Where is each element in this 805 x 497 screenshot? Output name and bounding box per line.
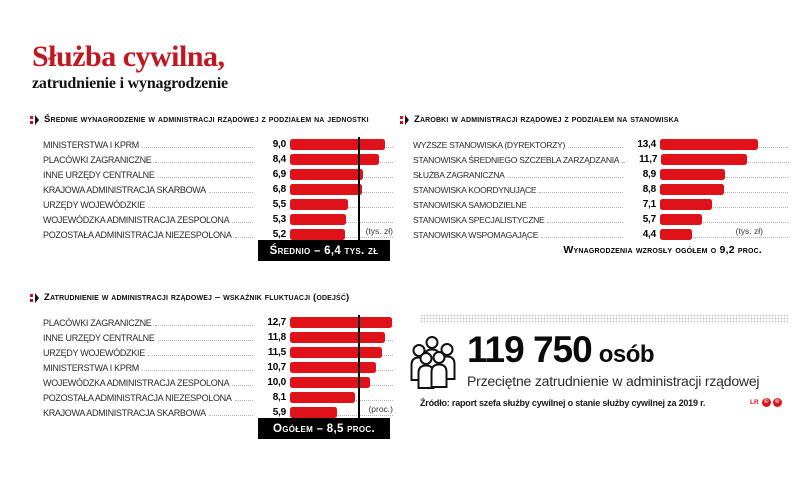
employment-number-block: [467, 331, 759, 389]
bar-row: [413, 182, 788, 197]
bar: [290, 229, 345, 240]
bar-zone: [290, 315, 393, 330]
section-bullet-icon: [400, 115, 409, 125]
bar-zone: [290, 197, 393, 212]
row-label: WYŻSZE STANOWISKA (DYREKTORZY): [413, 139, 566, 150]
row-value: 11,8: [267, 332, 286, 343]
bar-zone: [290, 390, 393, 405]
chart-salary-by-position: [400, 114, 788, 264]
dotted-leader: [235, 237, 253, 238]
dotted-leader: [568, 147, 623, 148]
bar: [660, 229, 692, 240]
bar-row: [43, 375, 393, 390]
row-value: 10,0: [267, 377, 286, 388]
dotted-leader: [235, 400, 253, 401]
row-label: INNE URZĘDY CENTRALNE: [43, 169, 155, 180]
dotted-leader: [148, 207, 253, 208]
dotted-leader: [209, 415, 253, 416]
copyright-icon: ©: [762, 398, 771, 407]
bar-zone: [660, 182, 788, 197]
bar-row: [43, 390, 393, 405]
bar: [660, 199, 712, 210]
bar-zone: [660, 227, 788, 242]
bar-row: [43, 212, 393, 227]
dotted-leader: [209, 192, 253, 193]
dotted-leader: [232, 222, 253, 223]
row-label: STANOWISKA ŚREDNIEGO SZCZEBLA ZARZĄDZANIA: [413, 154, 620, 165]
page-subtitle: zatrudnienie i wynagrodzenie: [32, 75, 228, 92]
row-value: 5,7: [642, 214, 656, 225]
halftone-divider: [420, 314, 788, 324]
row-value: 11,7: [639, 154, 658, 165]
bar: [660, 169, 725, 180]
row-label: PLACÓWKI ZAGRANICZNE: [43, 317, 152, 328]
row-value: 4,4: [642, 229, 656, 240]
chart-avg-salary-by-unit: [30, 114, 393, 264]
bar-row: [43, 345, 393, 360]
row-value: 8,8: [642, 184, 656, 195]
axis-unit-note: (proc.): [365, 404, 393, 414]
dotted-leader: [142, 370, 253, 371]
bar-row: [43, 197, 393, 212]
dotted-leader: [158, 340, 253, 341]
bar-zone: [290, 360, 393, 375]
overall-reference-line: [358, 315, 360, 418]
bar-zone: [290, 212, 393, 227]
credits: [750, 398, 782, 407]
row-value: 11,5: [267, 347, 286, 358]
dotted-leader: [148, 355, 253, 356]
page-title: Służba cywilna,: [32, 40, 225, 73]
dotted-leader: [547, 222, 623, 223]
dotted-leader: [155, 162, 253, 163]
average-reference-line: [358, 137, 360, 240]
row-value: 7,1: [642, 199, 656, 210]
bar-row: [43, 152, 393, 167]
bar-row: [43, 360, 393, 375]
employment-caption: Przeciętne zatrudnienie w administracji rządowej: [467, 373, 760, 389]
bar: [660, 184, 724, 195]
bar: [290, 169, 363, 180]
bar-zone: [290, 182, 393, 197]
row-label: SŁUŻBA ZAGRANICZNA: [413, 169, 505, 180]
bar-zone: [290, 167, 393, 182]
salary-growth-note: Wynagrodzenia wzrosły ogółem o 9,2 proc.: [563, 244, 762, 256]
bar-row: [43, 330, 393, 345]
bar-rows: [30, 315, 393, 420]
people-group-icon: [410, 335, 462, 396]
row-label: STANOWISKA WSPOMAGAJĄCE: [413, 229, 539, 240]
chart-title: Średnie wynagrodzenie w administracji rządowej z podziałem na jednostki: [44, 114, 369, 125]
row-value: 12,7: [267, 317, 286, 328]
dotted-leader: [539, 192, 623, 193]
bar-zone: [290, 345, 393, 360]
bar-zone: [660, 167, 788, 182]
bar-row: [413, 137, 788, 152]
bar-row: [413, 152, 788, 167]
section-bullet-icon: [30, 115, 39, 125]
row-value: 9,0: [272, 139, 286, 150]
bar: [290, 214, 346, 225]
row-value: 5,5: [272, 199, 286, 210]
row-label: URZĘDY WOJEWÓDZKIE: [43, 199, 145, 210]
row-value: 8,9: [642, 169, 656, 180]
employment-number: 119 750: [467, 329, 592, 370]
dotted-leader: [155, 325, 253, 326]
bar-row: [43, 182, 393, 197]
row-value: 6,9: [272, 169, 286, 180]
bar-zone: [660, 212, 788, 227]
dotted-leader: [142, 147, 253, 148]
bar: [660, 214, 702, 225]
bar: [290, 199, 348, 210]
row-label: MINISTERSTWA I KPRM: [43, 139, 139, 150]
bar-zone: [290, 152, 393, 167]
bar-zone: [661, 152, 789, 167]
row-label: WOJEWÓDZKA ADMINISTRACJA ZESPOLONA: [43, 214, 230, 225]
employment-unit: osób: [598, 341, 655, 368]
row-value: 8,4: [272, 154, 286, 165]
row-label: PLACÓWKI ZAGRANICZNE: [43, 154, 152, 165]
row-label: KRAJOWA ADMINISTRACJA SKARBOWA: [43, 184, 206, 195]
source-note: Źródło: raport szefa służby cywilnej o stanie służby cywilnej za 2019 r.: [420, 398, 706, 408]
bar-row: [43, 137, 393, 152]
row-value: 13,4: [637, 139, 656, 150]
bar: [290, 317, 392, 328]
bar-row: [413, 197, 788, 212]
dotted-leader: [541, 237, 623, 238]
bar: [661, 154, 747, 165]
row-value: 5,2: [272, 229, 286, 240]
bar-row: [413, 167, 788, 182]
dotted-leader: [158, 177, 253, 178]
overall-label-box: Ogółem – 8,5 proc.: [258, 418, 390, 439]
author-initials: LR: [750, 399, 759, 406]
chart-title: Zatrudnienie w administracji rządowej – wskaźnik fluktuacji (odejść): [44, 292, 350, 303]
row-value: 8,1: [272, 392, 286, 403]
masthead: [32, 42, 228, 93]
row-label: POZOSTAŁA ADMINISTRACJA NIEZESPOLONA: [43, 229, 232, 240]
row-label: STANOWISKA SAMODZIELNE: [413, 199, 527, 210]
bar: [290, 347, 382, 358]
average-label-box: Średnio – 6,4 tys. zł: [258, 240, 390, 261]
bar-row: [413, 212, 788, 227]
chart-title: Zarobki w administracji rządowej z podziałem na stanowiska: [414, 114, 680, 125]
dotted-leader: [622, 162, 624, 163]
row-label: URZĘDY WOJEWÓDZKIE: [43, 347, 145, 358]
chart-employment-fluctuation: [30, 292, 393, 442]
row-label: INNE URZĘDY CENTRALNE: [43, 332, 155, 343]
row-label: POZOSTAŁA ADMINISTRACJA NIEZESPOLONA: [43, 392, 232, 403]
row-value: 5,9: [272, 407, 286, 418]
bar: [290, 392, 355, 403]
row-value: 10,7: [267, 362, 286, 373]
row-label: STANOWISKA KOORDYNUJĄCE: [413, 184, 537, 195]
dotted-leader: [232, 385, 253, 386]
axis-unit-note: (tys. zł): [363, 226, 393, 236]
chart-header: [30, 292, 393, 315]
axis-unit-note: (tys. zł): [733, 226, 763, 236]
bar: [290, 139, 385, 150]
row-label: STANOWISKA SPECJALISTYCZNE: [413, 214, 545, 225]
bar-zone: [290, 330, 393, 345]
bar-row: [43, 167, 393, 182]
sound-recording-copyright-icon: ℗: [773, 398, 782, 407]
row-value: 5,3: [272, 214, 286, 225]
row-label: KRAJOWA ADMINISTRACJA SKARBOWA: [43, 407, 206, 418]
bar: [290, 362, 376, 373]
section-bullet-icon: [30, 293, 39, 303]
bar: [660, 139, 758, 150]
employment-summary: [410, 331, 759, 396]
chart-header: [400, 114, 788, 137]
bar-rows: [400, 137, 788, 242]
dotted-leader: [508, 177, 623, 178]
row-label: WOJEWÓDZKA ADMINISTRACJA ZESPOLONA: [43, 377, 230, 388]
bar: [290, 407, 337, 418]
bar-rows: [30, 137, 393, 242]
chart-header: [30, 114, 393, 137]
row-value: 6,8: [272, 184, 286, 195]
bar-row: [43, 315, 393, 330]
bar-zone: [290, 137, 393, 152]
bar-zone: [660, 197, 788, 212]
bar-zone: [290, 375, 393, 390]
row-label: MINISTERSTWA I KPRM: [43, 362, 139, 373]
bar: [290, 332, 385, 343]
bar: [290, 184, 362, 195]
bar-zone: [660, 137, 788, 152]
dotted-leader: [530, 207, 623, 208]
bar: [290, 154, 379, 165]
